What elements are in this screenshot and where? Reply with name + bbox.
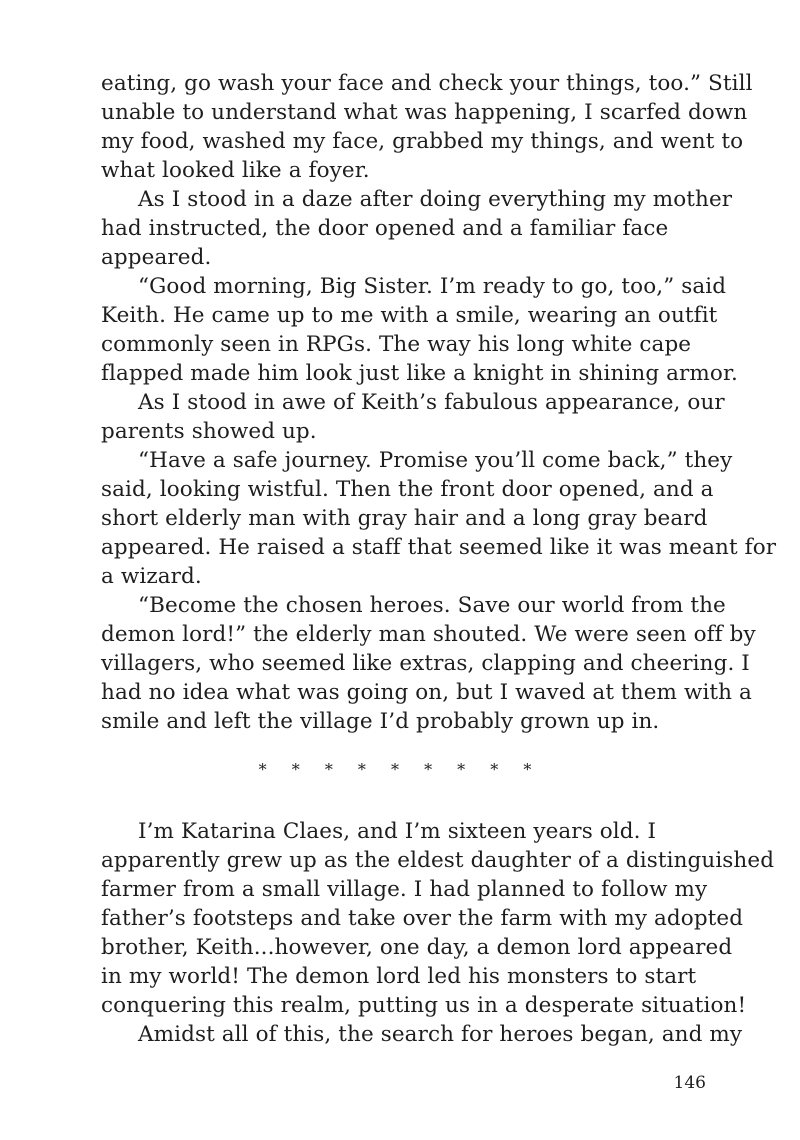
text-line: eating, go wash your face and check your things, too.” Still	[101, 71, 753, 96]
text-line: As I stood in a daze after doing everything my mother	[138, 187, 733, 212]
text-line: brother, Keith...however, one day, a demon lord appeared	[101, 935, 733, 960]
text-line: villagers, who seemed like extras, clapping and cheering. I	[101, 651, 750, 676]
text-line: “Become the chosen heroes. Save our world from the	[138, 593, 726, 618]
text-line: father’s footsteps and take over the farm with my adopted	[101, 906, 744, 931]
text-line: parents showed up.	[101, 419, 317, 444]
text-line: Keith. He came up to me with a smile, wearing an outfit	[101, 303, 718, 328]
text-line: “Have a safe journey. Promise you’ll come back,” they	[138, 448, 733, 473]
text-line: a wizard.	[101, 564, 202, 589]
text-line: what looked like a foyer.	[101, 158, 370, 183]
text-line: conquering this realm, putting us in a desperate situation!	[101, 993, 747, 1018]
page-number: 146	[673, 1073, 706, 1093]
scene-break-separator: * * * * * * * * *	[258, 760, 542, 779]
text-line: appeared.	[101, 245, 212, 270]
text-line: I’m Katarina Claes, and I’m sixteen years old. I	[138, 819, 657, 844]
text-line: had instructed, the door opened and a familiar face	[101, 216, 669, 241]
text-line: said, looking wistful. Then the front door opened, and a	[101, 477, 714, 502]
text-line: in my world! The demon lord led his monsters to start	[101, 964, 697, 989]
text-line: appeared. He raised a staff that seemed like it was meant for	[101, 535, 777, 560]
text-line: demon lord!” the elderly man shouted. We were seen off by	[101, 622, 756, 647]
text-line: flapped made him look just like a knight in shining armor.	[101, 361, 738, 386]
text-line: had no idea what was going on, but I waved at them with a	[101, 680, 752, 705]
text-line: short elderly man with gray hair and a long gray beard	[101, 506, 708, 531]
text-line: smile and left the village I’d probably grown up in.	[101, 709, 660, 734]
text-line: my food, washed my face, grabbed my things, and went to	[101, 129, 744, 154]
text-line: apparently grew up as the eldest daughter of a distinguished	[101, 848, 775, 873]
body-text-section-1	[101, 69, 777, 736]
text-line: Amidst all of this, the search for heroes began, and my	[138, 1022, 743, 1047]
text-line: farmer from a small village. I had planned to follow my	[101, 877, 708, 902]
text-line: commonly seen in RPGs. The way his long white cape	[101, 332, 692, 357]
text-line: unable to understand what was happening, I scarfed down	[101, 100, 748, 125]
text-line: “Good morning, Big Sister. I’m ready to go, too,” said	[138, 274, 727, 299]
text-line: As I stood in awe of Keith’s fabulous appearance, our	[138, 390, 725, 415]
body-text-section-2	[101, 817, 775, 1049]
